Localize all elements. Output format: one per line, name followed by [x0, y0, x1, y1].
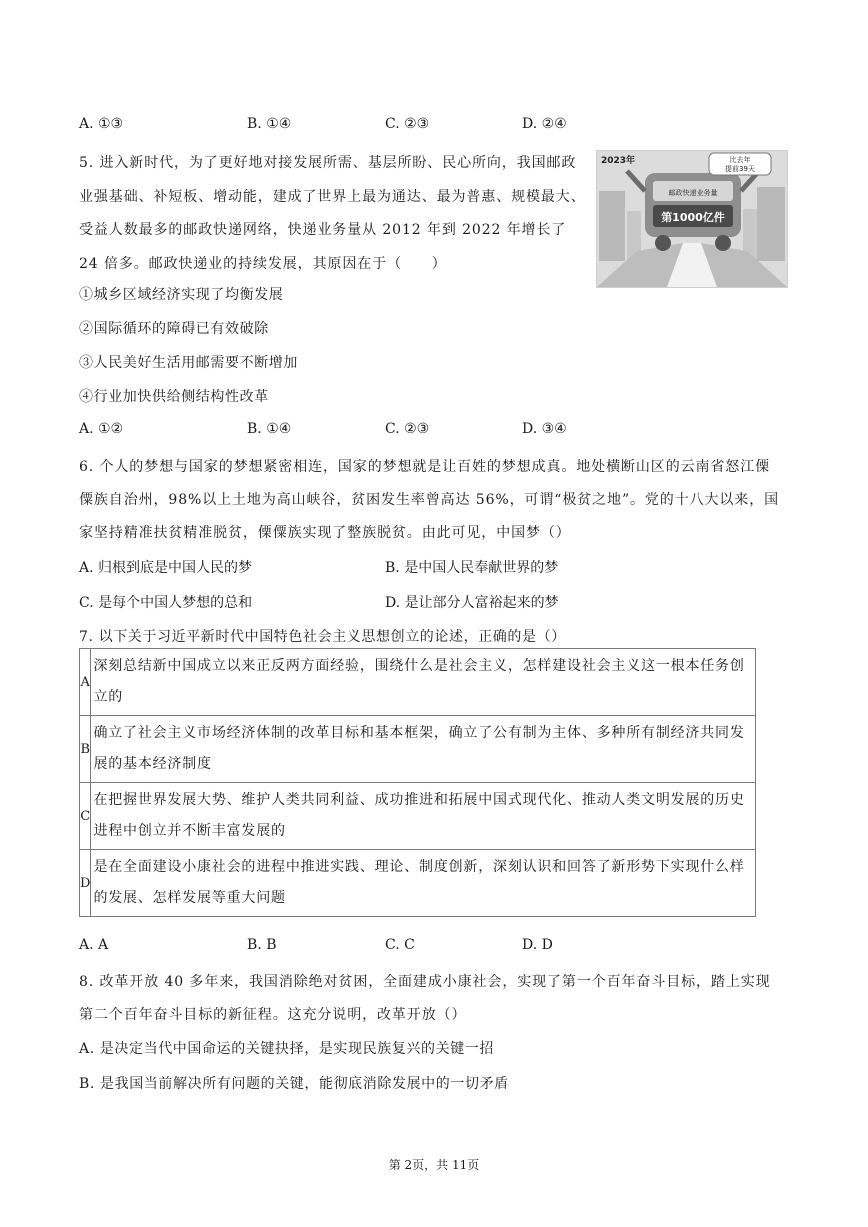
- row-text: 是在全面建设小康社会的进程中推进实践、理论、制度创新，深刻认识和回答了新形势下实现什么样的发展、怎样发展等重大问题: [91, 850, 756, 917]
- q5-stem: 5. 进入新时代，为了更好地对接发展所需、基层所盼、民心所向，我国邮政业强基础、补短板、增动能，建成了世界上最为通达、最为普惠、规模最大、受益人数最多的邮政快递网络，快递业务量从 2012 年到 2022 年增长了 24 倍多。邮政快递业的持续发展，其原因在于（ ）: [79, 155, 586, 272]
- q5-statement-1: ①城乡区域经济实现了均衡发展: [79, 287, 284, 303]
- q5-option-c: C. ②③: [385, 421, 430, 437]
- row-text: 在把握世界发展大势、维护人类共同利益、成功推进和拓展中国式现代化、推动人类文明发展的历史进程中创立并不断丰富发展的: [91, 783, 756, 850]
- q8-stem: 8. 改革开放 40 多年来，我国消除绝对贫困，全面建成小康社会，实现了第一个百年奋斗目标，踏上实现第二个百年奋斗目标的新征程。这充分说明，改革开放（）: [79, 974, 771, 1023]
- q5-option-a: A. ①②: [79, 421, 124, 437]
- q5-option-d: D. ③④: [522, 421, 567, 437]
- q5-option-b: B. ①④: [247, 421, 292, 437]
- row-label: C: [80, 783, 91, 850]
- q7-options-table: [79, 648, 756, 917]
- table-row: [80, 783, 756, 850]
- q4-option-c: C. ②③: [385, 116, 430, 132]
- table-row: [80, 716, 756, 783]
- table-row: [80, 649, 756, 716]
- page-number: 第 2页，共 11页: [388, 1158, 480, 1172]
- q4-option-a: A. ①③: [79, 116, 124, 132]
- row-text: 确立了社会主义市场经济体制的改革目标和基本框架，确立了公有制为主体、多种所有制经济共同发展的基本经济制度: [91, 716, 756, 783]
- q6-option-b: B. 是中国人民奉献世界的梦: [385, 560, 559, 576]
- q6-option-a: A. 归根到底是中国人民的梦: [79, 560, 253, 576]
- q8-option-b: B. 是我国当前解决所有问题的关键，能彻底消除发展中的一切矛盾: [79, 1076, 509, 1092]
- row-text: 深刻总结新中国成立以来正反两方面经验，围绕什么是社会主义，怎样建设社会主义这一根本任务创立的: [91, 649, 756, 716]
- q4-option-b: B. ①④: [247, 116, 292, 132]
- q7-option-c: C. C: [385, 937, 415, 953]
- q5-statement-4: ④行业加快供给侧结构性改革: [79, 389, 269, 405]
- q7-stem: 7. 以下关于习近平新时代中国特色社会主义思想创立的论述，正确的是（）: [79, 629, 566, 645]
- row-label: A: [80, 649, 91, 716]
- q5-illustration: [596, 150, 788, 288]
- row-label: D: [80, 850, 91, 917]
- q7-option-b: B. B: [247, 937, 277, 953]
- image-year-label: 2023年: [601, 156, 636, 166]
- table-row: [80, 850, 756, 917]
- q5-statement-2: ②国际循环的障碍已有效破除: [79, 321, 269, 337]
- image-compare-label: 比去年: [729, 156, 751, 164]
- image-sign-top: 邮政快递业务量: [668, 189, 718, 197]
- image-sign-main: 第1000亿件: [661, 211, 725, 224]
- image-early-label: 提前39天: [725, 165, 755, 173]
- q8-option-a: A. 是决定当代中国命运的关键抉择，是实现民族复兴的关键一招: [79, 1041, 495, 1057]
- q6-option-c: C. 是每个中国人梦想的总和: [79, 595, 253, 611]
- q4-option-d: D. ②④: [522, 116, 567, 132]
- q7-option-a: A. A: [79, 937, 109, 953]
- row-label: B: [80, 716, 91, 783]
- q5-statement-3: ③人民美好生活用邮需要不断增加: [79, 355, 298, 371]
- q6-option-d: D. 是让部分人富裕起来的梦: [385, 595, 559, 611]
- q7-option-d: D. D: [522, 937, 553, 953]
- q6-stem: 6. 个人的梦想与国家的梦想紧密相连，国家的梦想就是让百姓的梦想成真。地处横断山区的云南省怒江傈僳族自治州，98%以上土地为高山峡谷，贫困发生率曾高达 56%，可谓“极贫之地”。党的十八大以来，国家坚持精准扶贫精准脱贫，傈僳族实现了整族脱贫。由此可见，中国梦（）: [79, 459, 779, 541]
